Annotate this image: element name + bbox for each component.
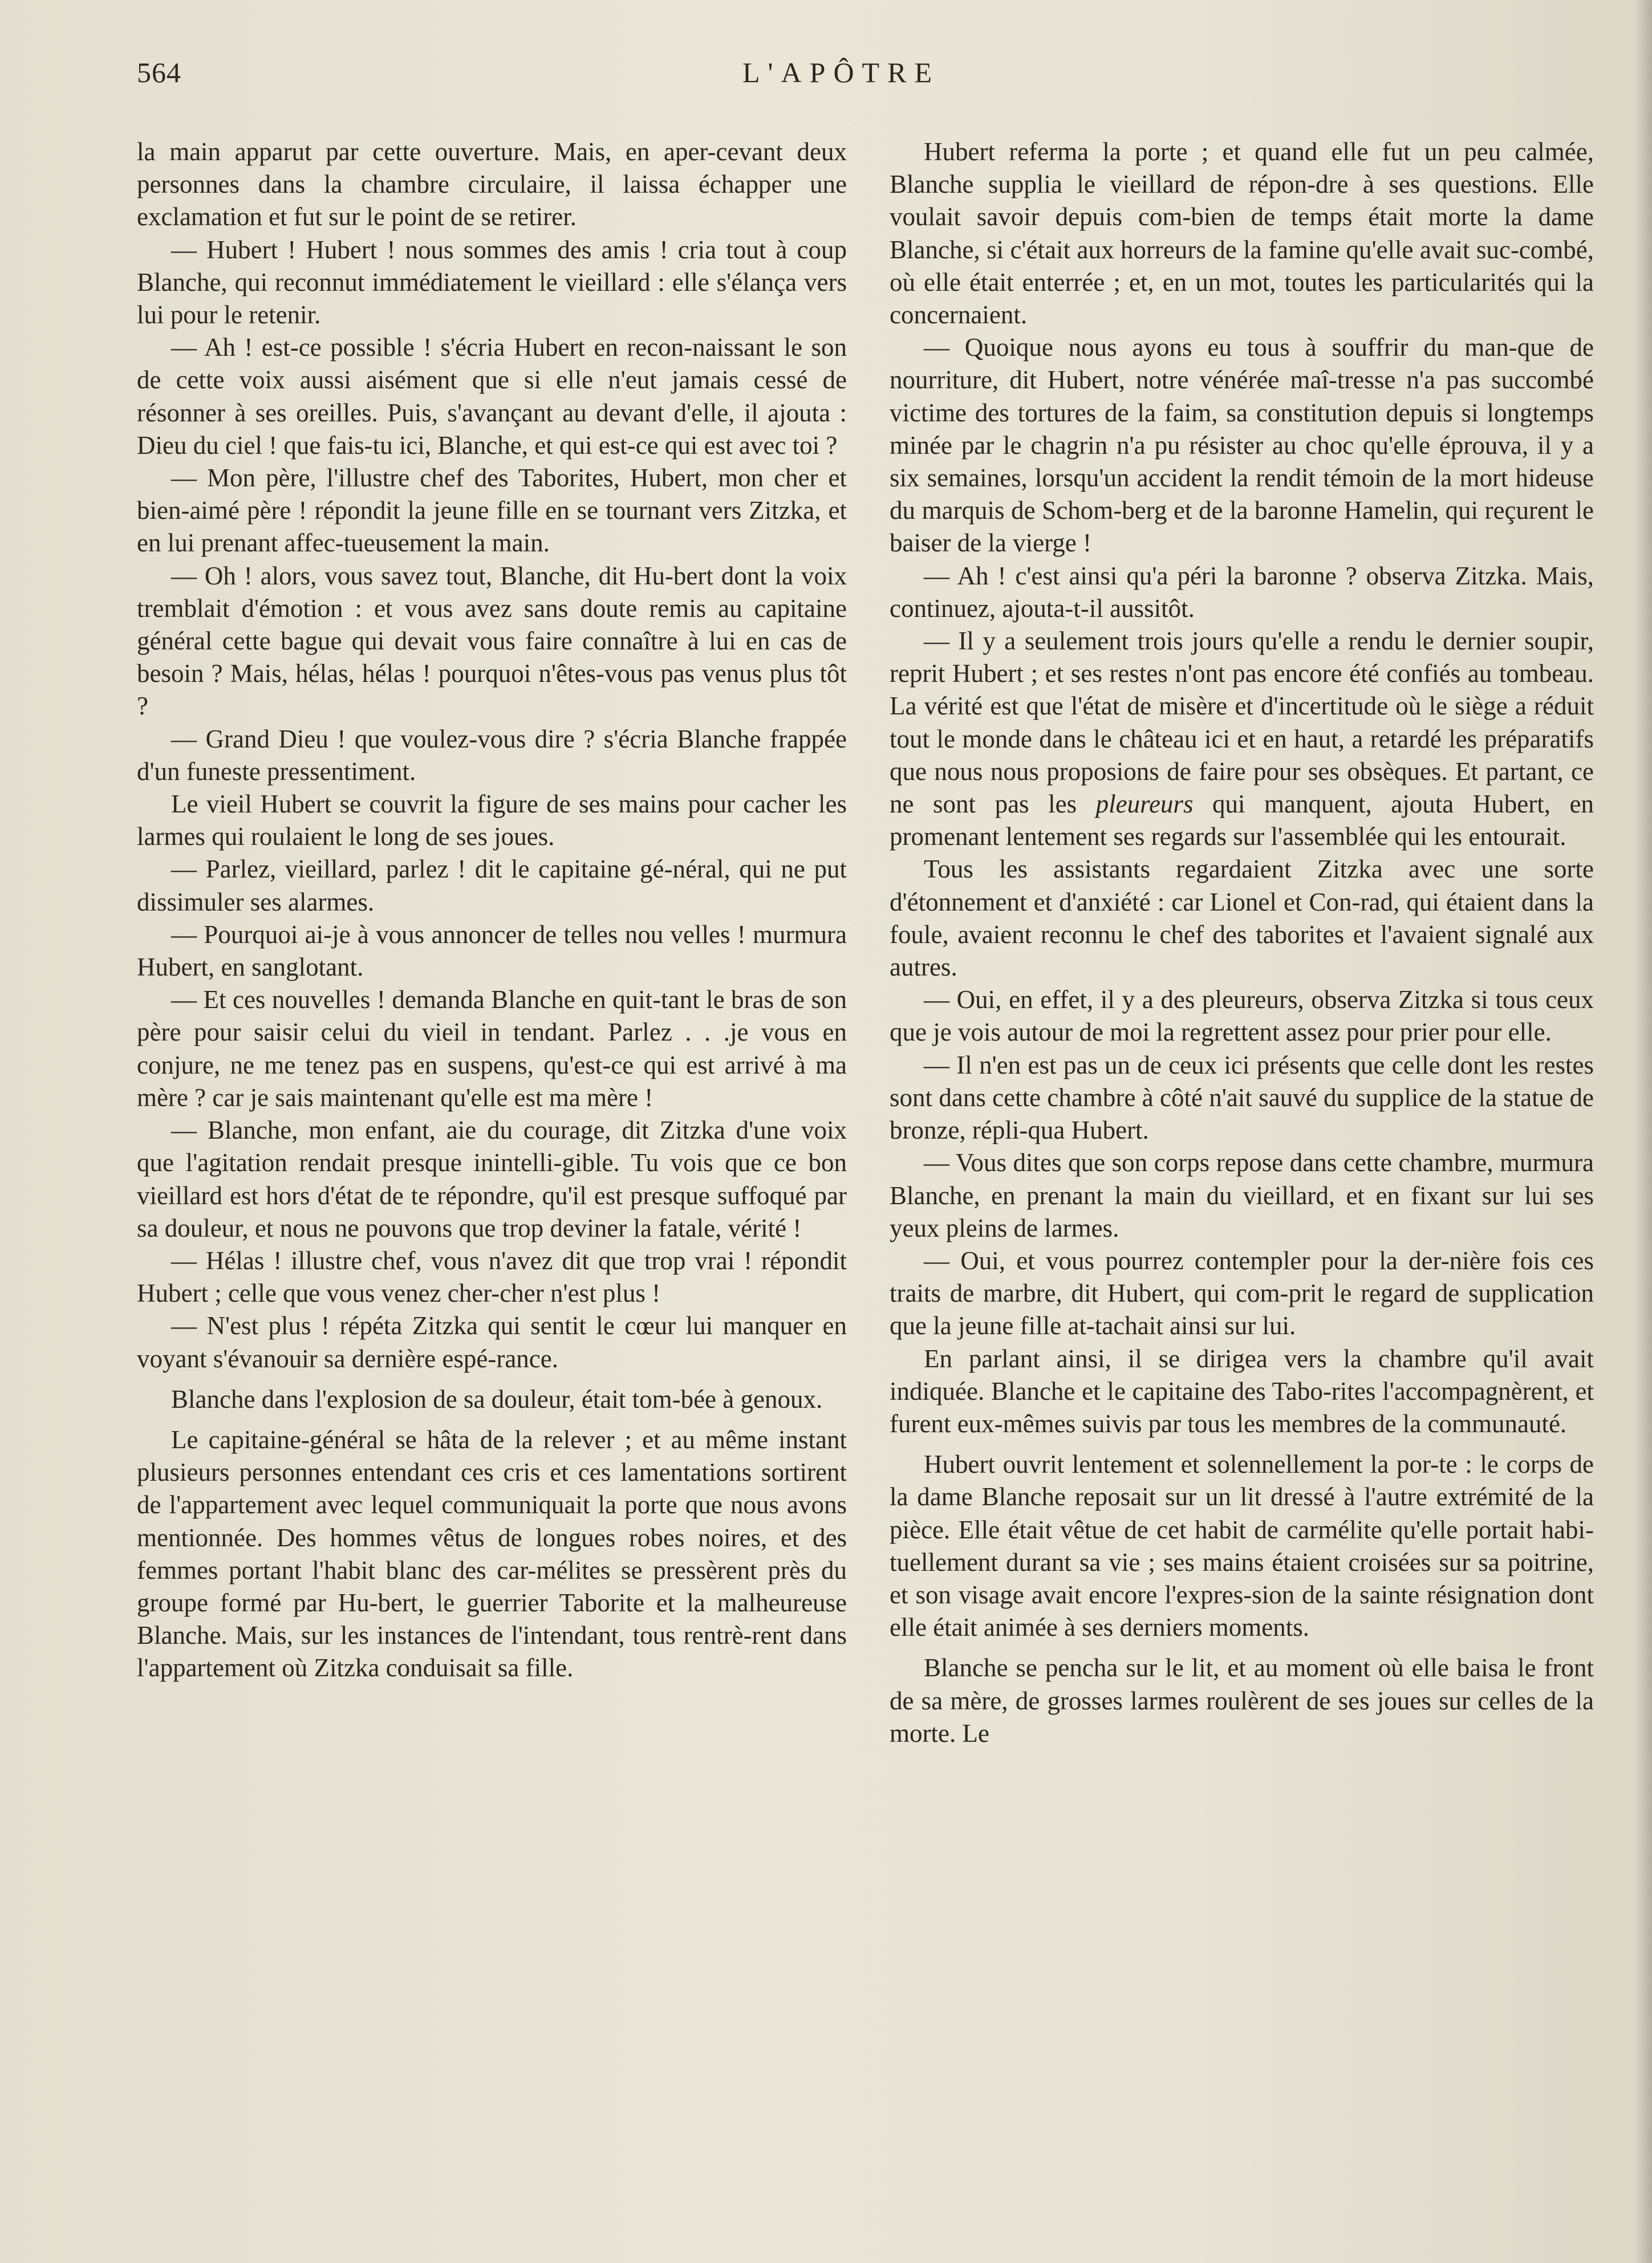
paragraph: — Oui, et vous pourrez contempler pour la der-nière fois ces traits de marbre, dit Hubert, qui com-prit le regard de supplication que la jeune fille at-tachait ainsi sur lui. — [890, 1246, 1594, 1340]
paragraph: — Vous dites que son corps repose dans cette chambre, murmura Blanche, en prenant la main du vieillard, et en fixant sur lui ses yeux pleins de larmes. — [890, 1148, 1594, 1242]
text-run: — Il y a seulement trois jours qu'elle a rendu le dernier soupir, reprit Hubert ; et ses restes n'ont pas encore été confiés au tombeau. La vérité est que l'état de misère et d'incertitude où le siège a réduit tout le monde dans le château ici et en haut, a retardé les préparatifs que nous nous proposions de faire pour ses obsèques. Et partant, ce ne sont pas les — [890, 627, 1594, 819]
running-title: L'APÔTRE — [742, 56, 940, 88]
paragraph: — Ah ! c'est ainsi qu'a péri la baronne ? observa Zitzka. Mais, continuez, ajouta-t-il aussitôt. — [890, 561, 1594, 623]
paragraph: Blanche se pencha sur le lit, et au moment où elle baisa le front de sa mère, de grosses larmes roulèrent de ses joues sur celles de la morte. Le — [890, 1653, 1594, 1748]
paragraph: — Blanche, mon enfant, aie du courage, dit Zitzka d'une voix que l'agitation rendait presque inintelli-gible. Tu vois que ce bon vieillard est hors d'état de te répondre, qu'il est presque suffoqué par sa douleur, et nous ne pouvons que trop deviner la fatale, vérité ! — [137, 1116, 847, 1242]
paragraph: Blanche dans l'explosion de sa douleur, était tom-bée à genoux. — [171, 1384, 823, 1413]
right-column — [890, 136, 1594, 1750]
running-head — [137, 56, 1545, 101]
left-column — [137, 136, 847, 1685]
paragraph: — Grand Dieu ! que voulez-vous dire ? s'écria Blanche frappée d'un funeste pressentiment. — [137, 724, 847, 786]
paragraph: Hubert referma la porte ; et quand elle fut un peu calmée, Blanche supplia le vieillard de répon-dre à ses questions. Elle voulait savoir depuis com-bien de temps était morte la dame Blanche, si c'était aux horreurs de la famine qu'elle avait suc-combé, où elle était enterrée ; et, en un mot, toutes les particularités qui la concernaient. — [890, 137, 1594, 330]
paragraph: — Oh ! alors, vous savez tout, Blanche, dit Hu-bert dont la voix tremblait d'émotion : et vous avez sans doute remis au capitaine général cette bague qui devait vous faire connaître à lui en cas de besoin ? Mais, hélas, hélas ! pourquoi n'êtes-vous pas venus plus tôt ? — [137, 561, 847, 721]
paragraph: — Pourquoi ai-je à vous annoncer de telles nou velles ! murmura Hubert, en sanglotant. — [137, 920, 847, 982]
paragraph — [890, 625, 1594, 853]
paragraph: Le capitaine-général se hâta de la relever ; et au même instant plusieurs personnes entendant ces cris et ces lamentations sortirent de l'appartement avec lequel communiquait la porte que nous avons mentionnée. Des hommes vêtus de longues robes noires, et des femmes portant l'habit blanc des car-mélites se pressèrent près du groupe formé par Hu-bert, le guerrier Taborite et la malheureuse Blanche. Mais, sur les instances de l'intendant, tous rentrè-rent dans l'appartement où Zitzka conduisait sa fille. — [137, 1425, 847, 1683]
paragraph: — Il n'en est pas un de ceux ici présents que celle dont les restes sont dans cette chambre à côté n'ait sauvé du supplice de la statue de bronze, répli-qua Hubert. — [890, 1050, 1594, 1145]
paragraph: — Hélas ! illustre chef, vous n'avez dit que trop vrai ! répondit Hubert ; celle que vous venez cher-cher n'est plus ! — [137, 1246, 847, 1308]
paragraph: — Hubert ! Hubert ! nous sommes des amis ! cria tout à coup Blanche, qui reconnut immédiatement le vieillard : elle s'élança vers lui pour le retenir. — [137, 235, 847, 330]
paragraph: la main apparut par cette ouverture. Mais, en aper-cevant deux personnes dans la chambre circulaire, il laissa échapper une exclamation et fut sur le point de se retirer. — [137, 137, 847, 231]
italic-word: pleureurs — [1095, 790, 1194, 819]
paragraph: Hubert ouvrit lentement et solennellement la por-te : le corps de la dame Blanche reposait sur un lit dressé à l'autre extrémité de la pièce. Elle était vêtue de cet habit de carmélite qu'elle portait habi-tuellement durant sa vie ; ses mains étaient croisées sur sa poitrine, et son visage avait encore l'expres-sion de la sainte résignation dont elle était animée à ses derniers moments. — [890, 1450, 1594, 1642]
paragraph: — Oui, en effet, il y a des pleureurs, observa Zitzka si tous ceux que je vois autour de moi la regrettent assez pour prier pour elle. — [890, 985, 1594, 1047]
text-run: qui manquent, ajouta Hubert, en promenant lentement ses regards sur l'assemblée qui les entourait. — [890, 790, 1594, 851]
paragraph: En parlant ainsi, il se dirigea vers la chambre qu'il avait indiquée. Blanche et le capitaine des Tabo-rites l'accompagnèrent, et furent eux-mêmes suivis par tous les membres de la communauté. — [890, 1344, 1594, 1438]
paragraph: — N'est plus ! répéta Zitzka qui sentit le cœur lui manquer en voyant s'évanouir sa dernière espé-rance. — [137, 1311, 847, 1373]
page-number: 564 — [137, 56, 181, 88]
paragraph: — Et ces nouvelles ! demanda Blanche en quit-tant le bras de son père pour saisir celui du vieil in tendant. Parlez . . .je vous en conjure, ne me tenez pas en suspens, qu'est-ce qui est arrivé à ma mère ? car je sais maintenant qu'elle est ma mère ! — [137, 985, 847, 1112]
paragraph: — Mon père, l'illustre chef des Taborites, Hubert, mon cher et bien-aimé père ! répondit la jeune fille en se tournant vers Zitzka, et en lui prenant affec-tueusement la main. — [137, 464, 847, 558]
paragraph: — Parlez, vieillard, parlez ! dit le capitaine gé-néral, qui ne put dissimuler ses alarmes. — [137, 855, 847, 916]
paragraph: — Ah ! est-ce possible ! s'écria Hubert en recon-naissant le son de cette voix aussi aisément que si elle n'eut jamais cessé de résonner à ses oreilles. Puis, s'avançant au devant d'elle, il ajouta : Dieu du ciel ! que fais-tu ici, Blanche, et qui est-ce qui est avec toi ? — [137, 333, 847, 460]
paragraph: Tous les assistants regardaient Zitzka avec une sorte d'étonnement et d'anxiété : car Lionel et Con-rad, qui étaient dans la foule, avaient reconnu le chef des taborites et l'avaient signalé aux autres. — [890, 855, 1594, 982]
paragraph: — Quoique nous ayons eu tous à souffrir du man-que de nourriture, dit Hubert, notre vénérée maî-tresse n'a pas succombé victime des tortures de la faim, sa constitution depuis si longtemps minée par le chagrin n'a pu résister au choc qu'elle éprouva, il y a six semaines, lorsqu'un accident la rendit témoin de la mort hideuse du marquis de Schom-berg et de la baronne Hamelin, qui reçurent le baiser de la vierge ! — [890, 333, 1594, 558]
paragraph: Le vieil Hubert se couvrit la figure de ses mains pour cacher les larmes qui roulaient le long de ses joues. — [137, 790, 847, 851]
page-edge-shadow — [1635, 0, 1652, 2263]
